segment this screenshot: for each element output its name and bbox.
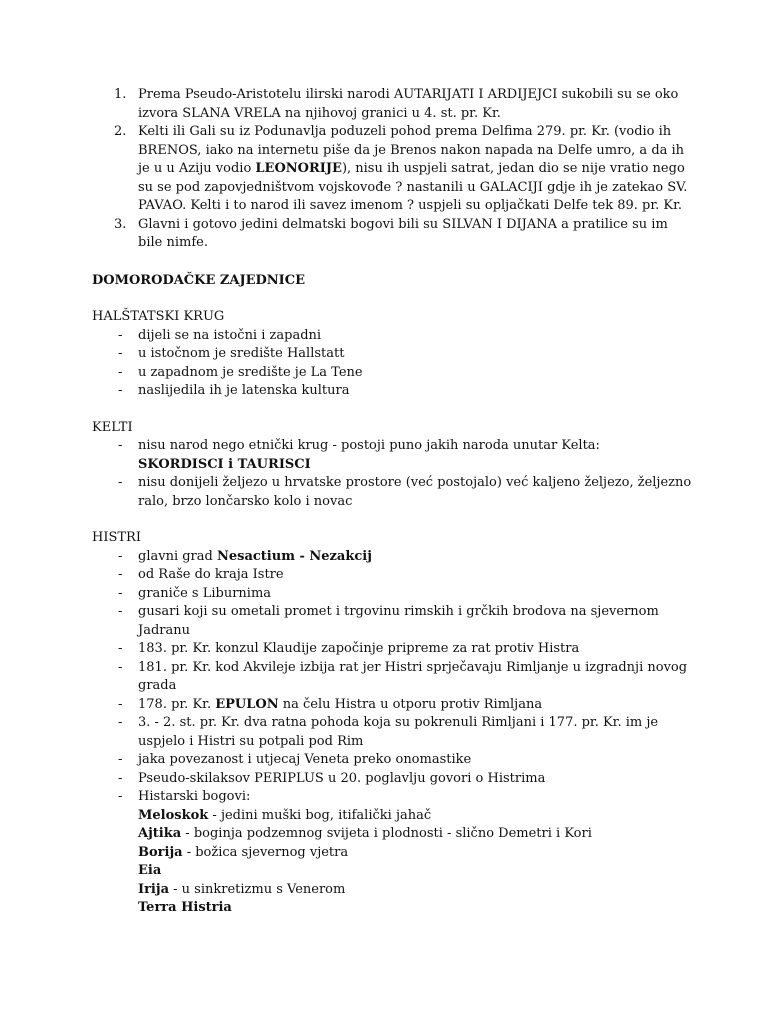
- list-item: - u istočnom je središte Hallstatt: [118, 346, 345, 361]
- document-content: [92, 86, 692, 918]
- section-heading-histri: HISTRI: [92, 530, 141, 545]
- list-item: - 181. pr. Kr. kod Akvileje izbija rat jer Histri sprječavaju Rimljanje u izgradnji novog grada: [118, 659, 688, 693]
- list-item: - 3. - 2. st. pr. Kr. dva ratna pohoda koja su pokrenuli Rimljani i 177. pr. Kr. im je uspjelo i Histri su potpali pod Rim: [118, 715, 659, 749]
- god-entry: Eia: [138, 863, 162, 878]
- gods-list: [92, 807, 692, 918]
- list-item: - graniče s Liburnima: [118, 585, 272, 601]
- god-entry: Irija - u sinkretizmu s Venerom: [138, 881, 346, 897]
- list-item: - Pseudo-skilaksov PERIPLUS u 20. poglavlju govori o Histrima: [118, 770, 546, 786]
- list-item: - nisu narod nego etnički krug - postoji puno jakih naroda unutar Kelta: SKORDISCI i TAURISCI: [118, 438, 600, 472]
- list-item: 3. Glavni i gotovo jedini delmatski bogovi bili su SILVAN I DIJANA a pratilice su im bile nimfe.: [114, 216, 668, 250]
- section-heading-domorodacke: DOMORODAČKE ZAJEDNICE: [92, 272, 306, 288]
- section-heading-halstat: HALŠTATSKI KRUG: [92, 309, 225, 324]
- god-entry: Meloskok - jedini muški bog, itifalički jahač: [138, 807, 432, 823]
- list-item: 1. Prema Pseudo-Aristotelu ilirski narodi AUTARIJATI I ARDIJEJCI sukobili su se oko izvora SLANA VRELA na njihovoj granici u 4. st. pr. Kr.: [114, 87, 679, 121]
- list-item: - 183. pr. Kr. konzul Klaudije započinje pripreme za rat protiv Histra: [118, 641, 580, 656]
- list-item: - dijeli se na istočni i zapadni: [118, 327, 322, 343]
- list-item: - jaka povezanost i utjecaj Veneta preko onomastike: [118, 752, 472, 767]
- list-item: - od Raše do kraja Istre: [118, 567, 284, 582]
- histri-list: [92, 548, 692, 807]
- god-entry: Ajtika - boginja podzemnog svijeta i plodnosti - slično Demetri i Kori: [138, 826, 592, 841]
- list-item: 2. Kelti ili Gali su iz Podunavlja poduzeli pohod prema Delfima 279. pr. Kr. (vodio ih BRENOS, iako na internetu piše da je Brenos nakon napada na Delfe umro, a da ih je u u Aziju vodio LEONORIJE), nisu ih uspjeli satrat, jedan dio se nije vratio nego su se pod zapovjedništvom vojskovođe ? nastanili u GALACIJI gdje ih je zatekao SV. PAVAO. Kelti i to narod ili savez imenom ? uspjeli su opljačkati Delfe tek 89. pr. Kr.: [114, 124, 688, 213]
- kelti-list: [92, 437, 692, 511]
- numbered-list: [92, 86, 692, 253]
- halstat-list: [92, 327, 692, 401]
- list-item: - glavni grad Nesactium - Nezakcij: [118, 548, 372, 564]
- list-item: - naslijedila ih je latenska kultura: [118, 383, 350, 398]
- list-item: - u zapadnom je središte je La Tene: [118, 364, 363, 380]
- list-item: - nisu donijeli željezo u hrvatske prostore (već postojalo) već kaljeno željezo, željezno ralo, brzo lončarsko kolo i novac: [118, 475, 692, 509]
- section-heading-kelti: KELTI: [92, 419, 133, 435]
- god-entry: Terra Histria: [138, 900, 232, 915]
- list-item: - gusari koji su ometali promet i trgovinu rimskih i grčkih brodova na sjevernom Jadranu: [118, 604, 659, 638]
- list-item: - 178. pr. Kr. EPULON na čelu Histra u otporu protiv Rimljana: [118, 696, 543, 712]
- god-entry: Borija - božica sjevernog vjetra: [138, 844, 349, 860]
- list-item: - Histarski bogovi:: [118, 789, 251, 804]
